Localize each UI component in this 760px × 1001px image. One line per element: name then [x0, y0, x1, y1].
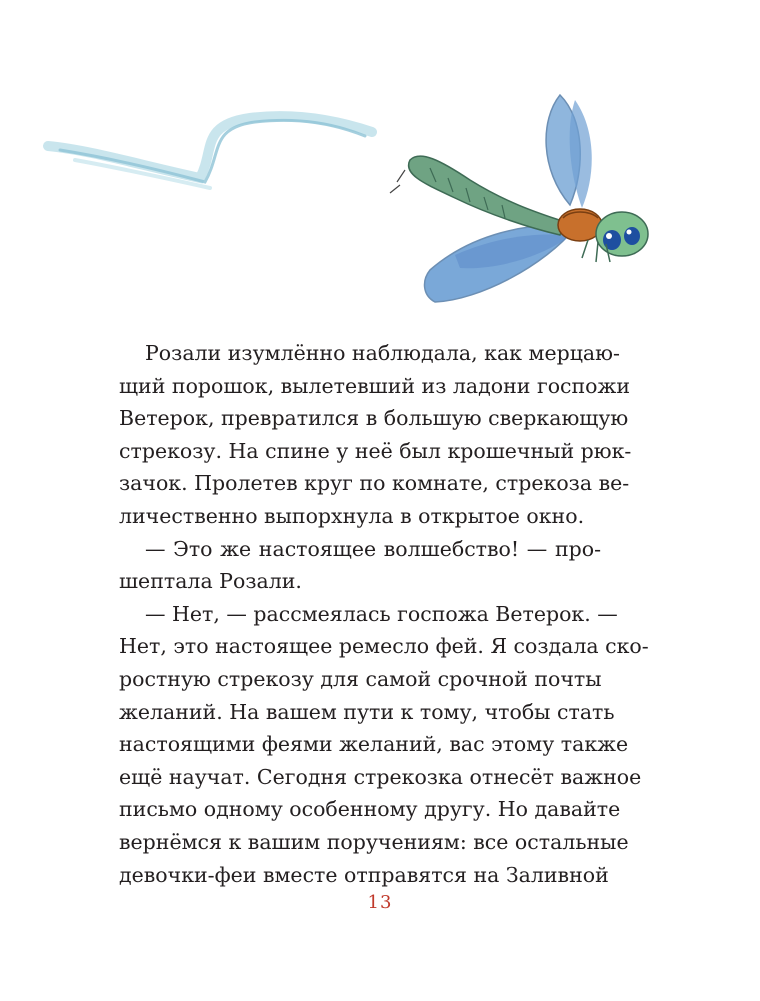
- text-line: настоящими феями желаний, вас этому также: [119, 732, 629, 757]
- text-line: — Нет, — рассмеялась госпожа Ветерок. —: [145, 601, 618, 626]
- text-line: ещё научат. Сегодня стрекозка отнесёт важное: [119, 764, 642, 789]
- story-text: [119, 337, 649, 891]
- text-line: вернёмся к вашим поручениям: все остальные: [119, 829, 629, 854]
- text-line: зачок. Пролетев круг по комнате, стрекоза ве-: [119, 471, 630, 496]
- text-line: — Это же настоящее волшебство! — про-: [145, 536, 601, 561]
- text-line: Розали изумлённо наблюдала, как мерцаю-: [145, 341, 620, 365]
- text-line: девочки-феи вместе отправятся на Заливной: [119, 862, 609, 887]
- text-line: желаний. На вашем пути к тому, чтобы стать: [119, 699, 615, 724]
- text-line: ростную стрекозу для самой срочной почты: [119, 666, 602, 691]
- text-line: шептала Розали.: [119, 569, 302, 594]
- text-line: Ветерок, превратился в большую сверкающую: [119, 406, 629, 431]
- text-line: стрекозу. На спине у неё был крошечный рюк-: [119, 438, 632, 463]
- text-line: личественно выпорхнула в открытое окно.: [119, 503, 585, 528]
- text-line: письмо одному особенному другу. Но давайте: [119, 797, 621, 822]
- dragonfly: [390, 95, 648, 302]
- wind-swirl: [48, 116, 372, 188]
- dragonfly-illustration: [0, 0, 760, 330]
- text-line: щий порошок, вылетевший из ладони госпожи: [119, 373, 631, 398]
- text-line: Нет, это настоящее ремесло фей. Я создала ско-: [119, 634, 649, 659]
- page-number: 13: [367, 892, 393, 913]
